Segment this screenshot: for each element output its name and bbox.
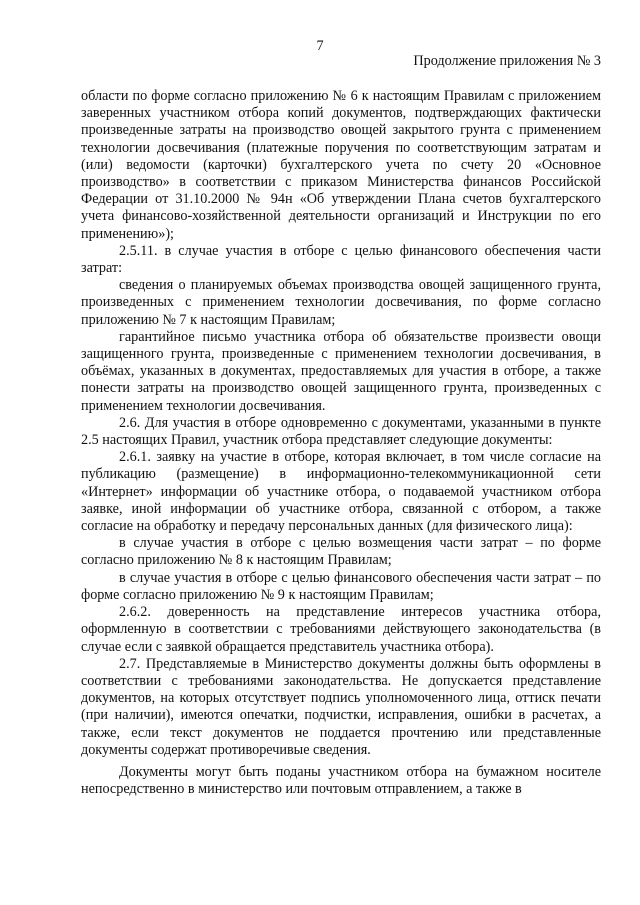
paragraph-2-6-1: 2.6.1. заявку на участие в отборе, которая включает, в том числе согласие на публикацию (размещение) в информационно-телекоммуникационной сети «Интернет» информации об участнике отбора, о подаваемой участником отбора заявке, иной информации об участнике отбора, связанной с отбором, а также согласие на обработку и передачу персональных данных (для физического лица): — [81, 449, 601, 535]
page-number: 7 — [316, 38, 324, 54]
paragraph-reimbursement: в случае участия в отборе с целью возмещения части затрат – по форме согласно приложению № 8 к настоящим Правилам; — [81, 535, 601, 569]
paragraph-planned-volumes: сведения о планируемых объемах производства овощей защищенного грунта, произведенных с применением технологии досвечивания, по форме согласно приложению № 7 к настоящим Правилам; — [81, 277, 601, 328]
paragraph-1: области по форме согласно приложению № 6 к настоящим Правилам с приложением заверенных участником отбора копий документов, подтверждающих фактически произведенные затраты на производство овощей закрытого грунта с применением технологии досвечивания (платежные поручения по соответствующим затратам и (или) ведомости (карточки) бухгалтерского учета по счету 20 «Основное производство» в соответствии с приказом Министерства финансов Российской Федерации от 31.10.2000 № 94н «Об утверждении Плана счетов бухгалтерского учета финансово-хозяйственной деятельности организаций и Инструкции по его применению»); — [81, 88, 601, 242]
paragraph-2-6: 2.6. Для участия в отборе одновременно с документами, указанными в пункте 2.5 настоящих Правил, участник отбора представляет следующие документы: — [81, 414, 601, 449]
paragraph-financing: в случае участия в отборе с целью финансового обеспечения части затрат – по форме согласно приложению № 9 к настоящим Правилам; — [81, 569, 601, 603]
document-body — [81, 88, 601, 798]
paragraph-2-7: 2.7. Представляемые в Министерство документы должны быть оформлены в соответствии с требованиями законодательства. Не допускается представление документов, на которых отсутствует подпись уполномоченного лица, оттиск печати (при наличии), имеются опечатки, подчистки, исправления, ошибки в расчетах, а также, если текст документов не поддается прочтению или представленные документы содержат противоречивые сведения. — [81, 655, 601, 758]
paragraph-submission: Документы могут быть поданы участником отбора на бумажном носителе непосредственно в министерство или почтовым отправлением, а также в — [81, 763, 601, 798]
continuation-header: Продолжение приложения № 3 — [413, 53, 601, 69]
paragraph-2-5-11: 2.5.11. в случае участия в отборе с целью финансового обеспечения части затрат: — [81, 242, 601, 277]
paragraph-2-6-2: 2.6.2. доверенность на представление интересов участника отбора, оформленную в соответствии с требованиями действующего законодательства (в случае если с заявкой обращается представитель участника отбора). — [81, 604, 601, 655]
paragraph-guarantee-letter: гарантийное письмо участника отбора об обязательстве произвести овощи защищенного грунта, произведенные с применением технологии досвечивания, в объёмах, указанных в документах, предоставляемых для участия в отборе, а также понести затраты на производство овощей защищенного грунта, произведенных с применением технологии досвечивания. — [81, 328, 601, 414]
